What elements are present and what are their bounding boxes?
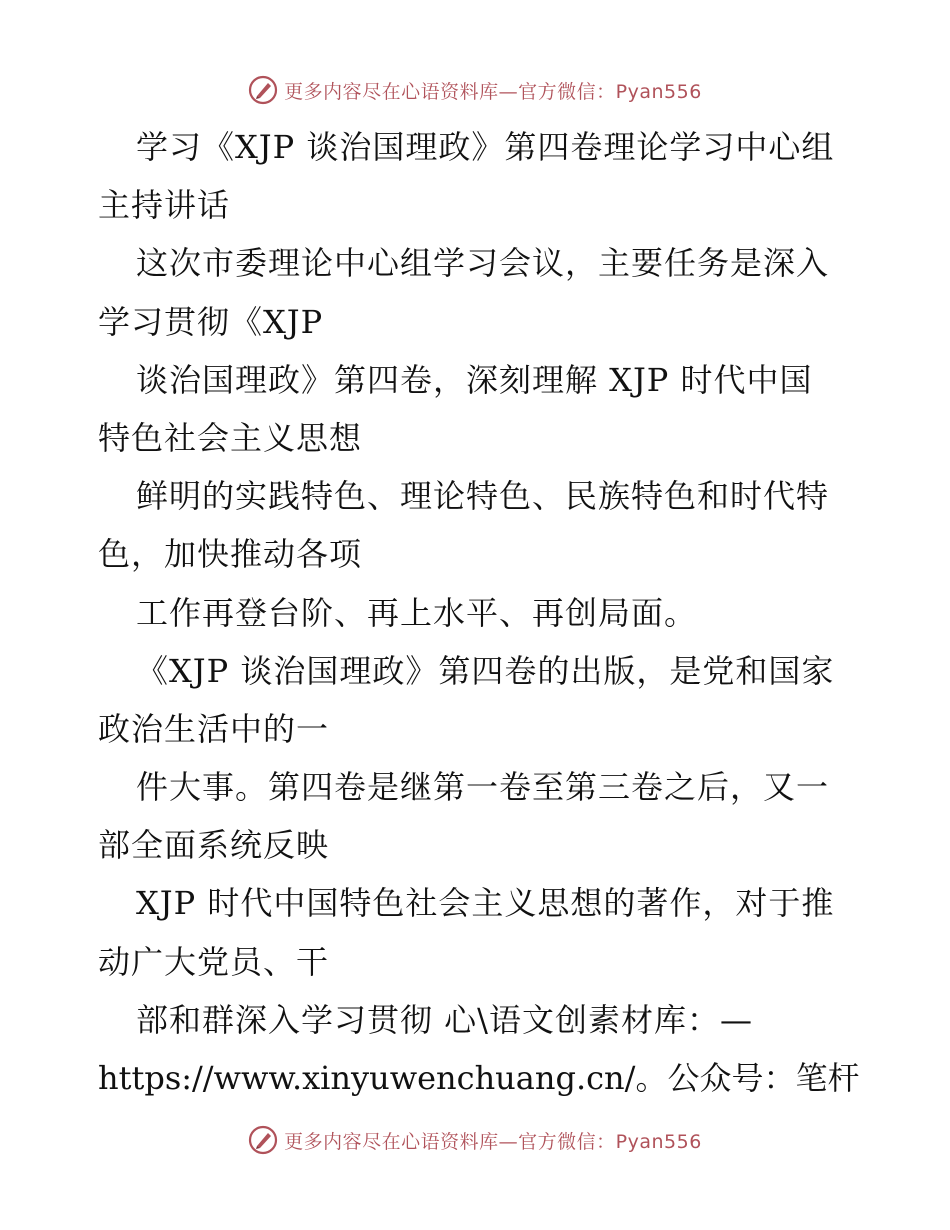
text-line: 色，加快推动各项 (98, 535, 363, 574)
text-line: 工作再登台阶、再上水平、再创局面。 (136, 593, 698, 632)
text-line: 特色社会主义思想 (98, 418, 363, 457)
pen-circle-logo-icon (248, 1125, 278, 1155)
text-line: 谈治国理政》第四卷，深刻理解 XJP 时代中国 (136, 360, 813, 399)
text-line: 学习《XJP 谈治国理政》第四卷理论学习中心组 (136, 128, 835, 166)
text-line-url: https://www.xinyuwenchuang.cn/。公众号：笔杆 (98, 1059, 860, 1097)
header-watermark (0, 70, 950, 110)
text-line: 政治生活中的一 (98, 709, 330, 748)
text-line: 主持讲话 (98, 186, 231, 225)
document-body (98, 118, 858, 1107)
text-line: 鲜明的实践特色、理论特色、民族特色和时代特 (136, 477, 830, 516)
text-line: 学习贯彻《XJP (98, 302, 324, 341)
text-line: 《XJP 谈治国理政》第四卷的出版，是党和国家 (136, 651, 835, 690)
text-line: 动广大党员、干 (98, 942, 330, 981)
watermark-text: 更多内容尽在心语资料库—官方微信：Pyan556 (284, 1130, 702, 1153)
footer-watermark (0, 1120, 950, 1160)
text-line: XJP 时代中国特色社会主义思想的著作，对于推 (136, 884, 835, 923)
pen-circle-logo-icon (248, 75, 278, 105)
text-line: 件大事。第四卷是继第一卷至第三卷之后，又一 (136, 768, 830, 807)
text-line: 部和群深入学习贯彻 心\语文创素材库：— (136, 1000, 753, 1039)
text-line: 部全面系统反映 (98, 826, 330, 865)
watermark-text: 更多内容尽在心语资料库—官方微信：Pyan556 (284, 80, 702, 103)
text-line: 这次市委理论中心组学习会议，主要任务是深入 (136, 244, 830, 283)
